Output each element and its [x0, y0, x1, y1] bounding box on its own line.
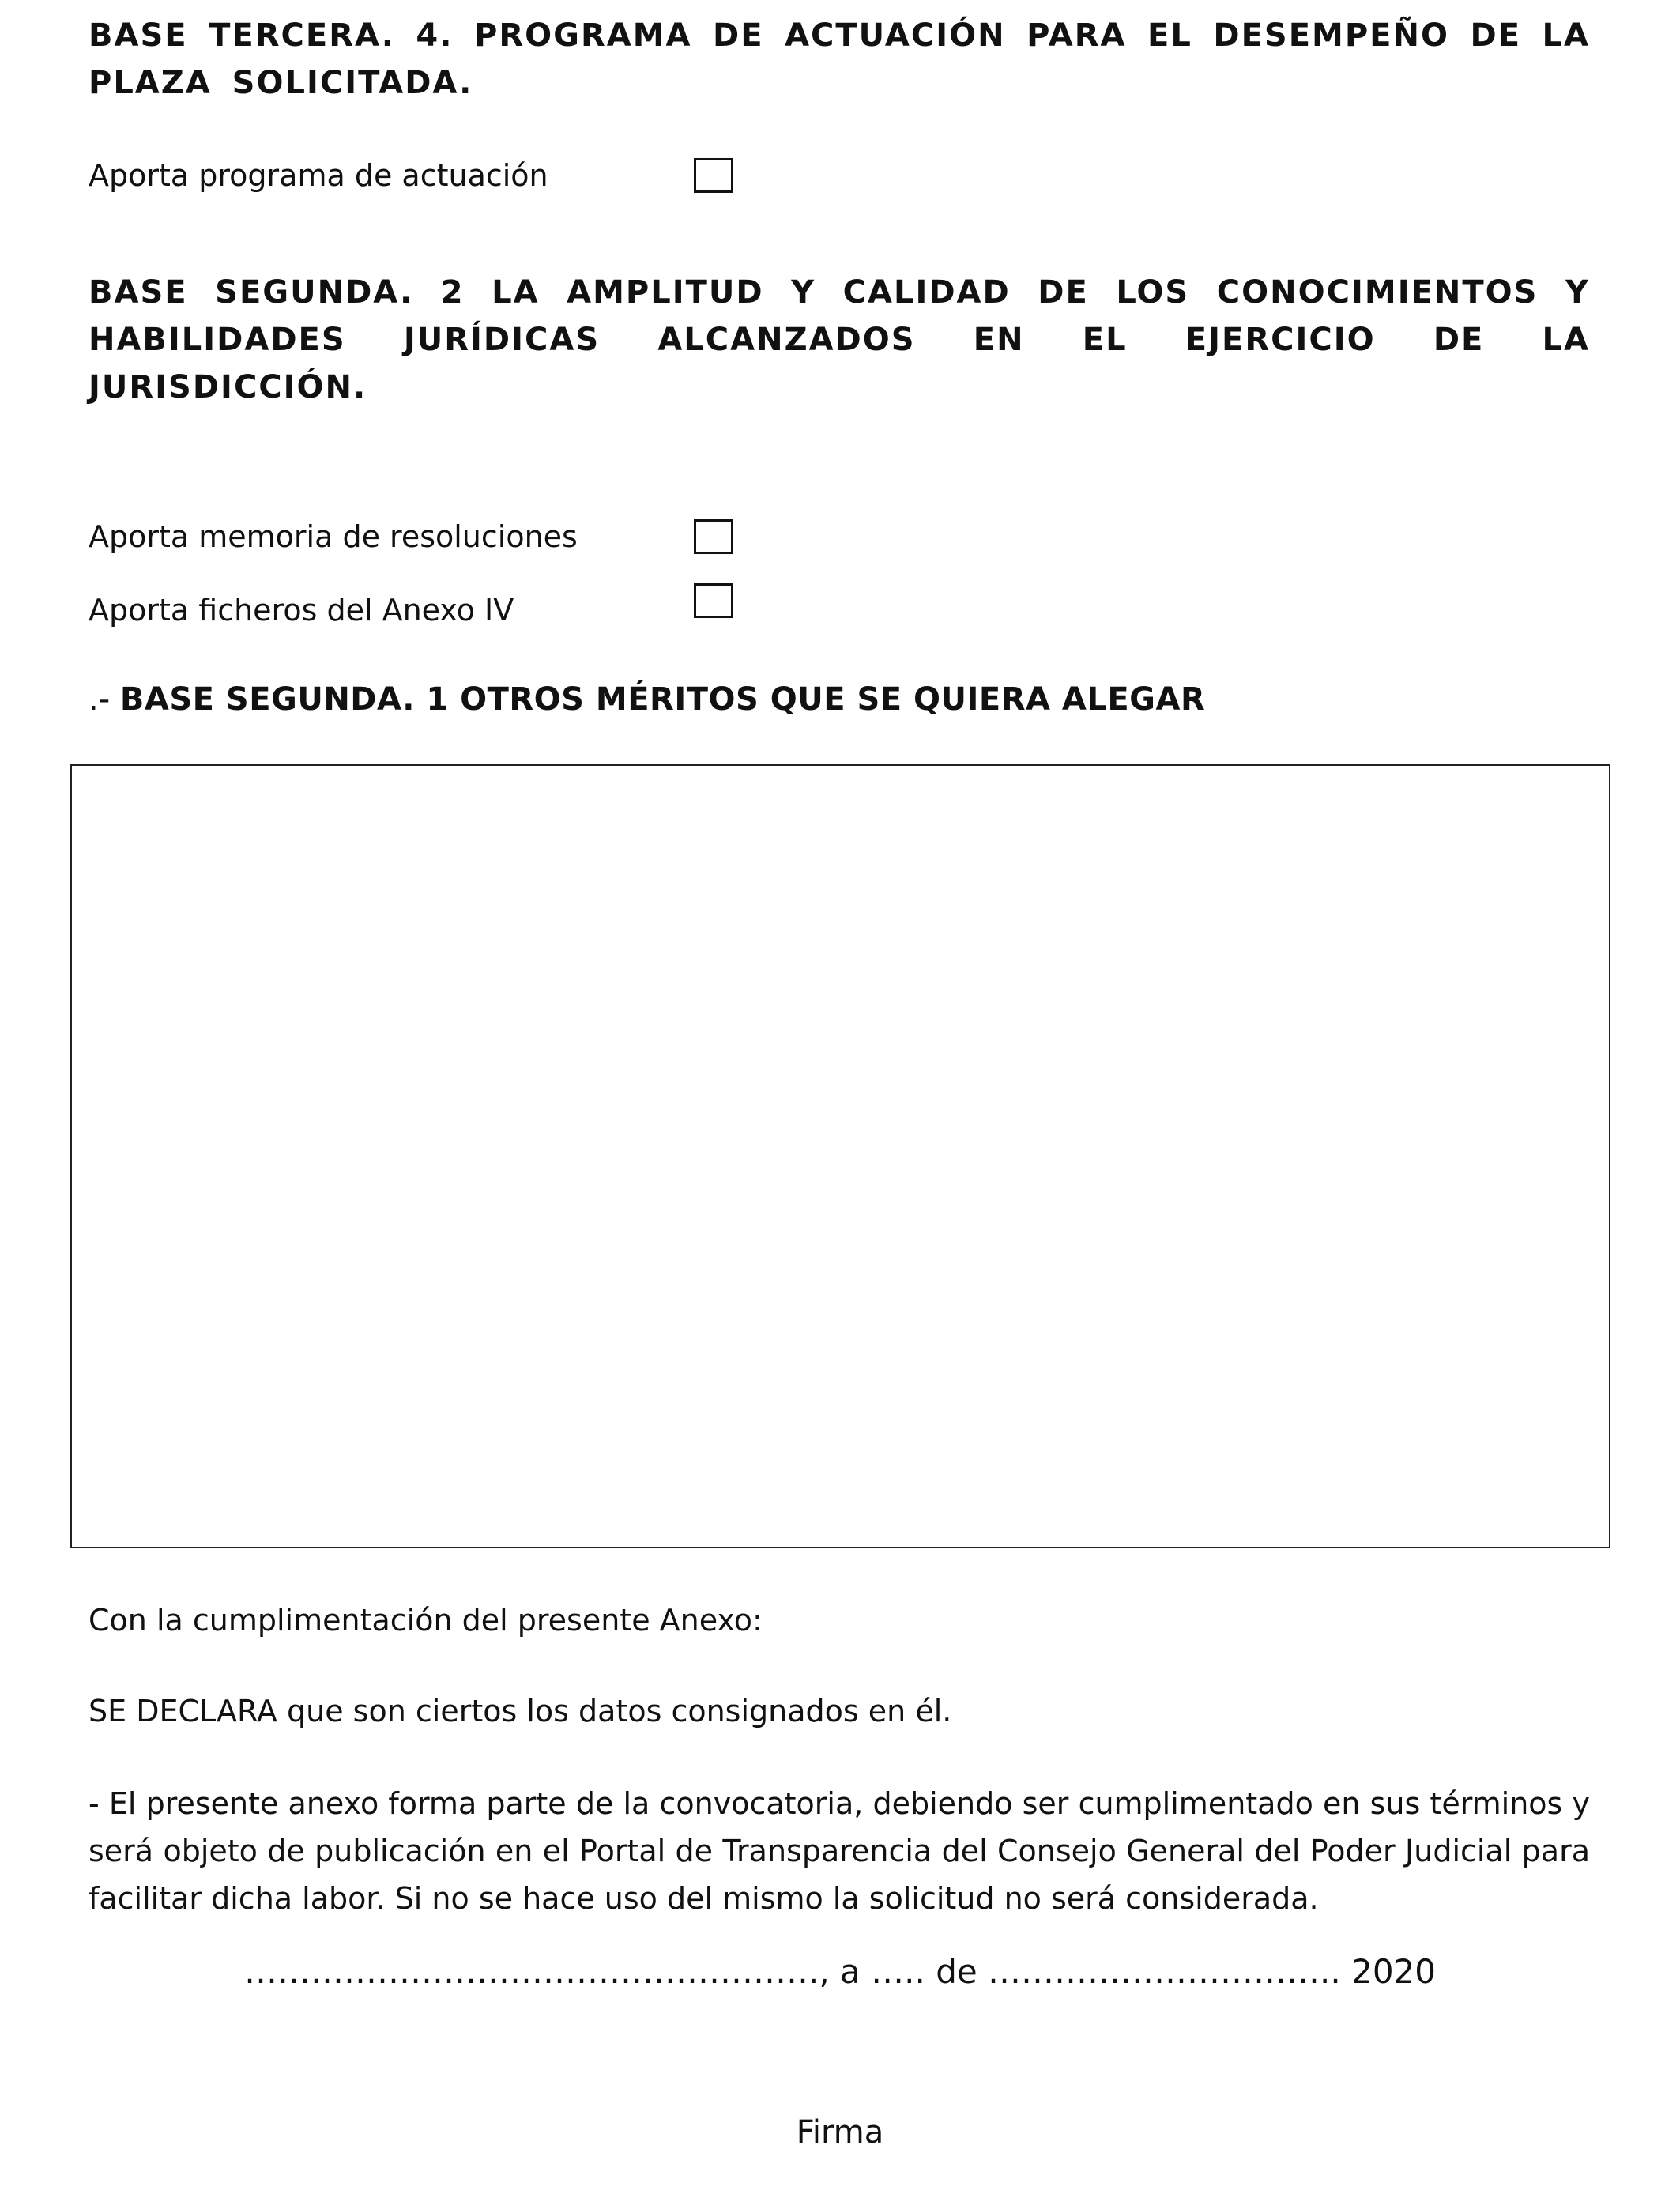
other-merits-textbox[interactable] [70, 764, 1610, 1548]
annex-files-checkbox[interactable] [694, 583, 733, 618]
resolutions-checkbox[interactable] [694, 519, 733, 554]
program-checkbox[interactable] [694, 158, 733, 193]
section-merits-title: BASE SEGUNDA. 1 OTROS MÉRITOS QUE SE QUIERA ALEGAR [119, 681, 1206, 718]
declaration-statement: SE DECLARA que son ciertos los datos consignados en él. [89, 1694, 952, 1728]
section-merits-heading [89, 677, 1205, 722]
signature-label: Firma [796, 2114, 884, 2151]
declaration-note: - El presente anexo forma parte de la convocatoria, debiendo ser cumplimentado en sus términos y será objeto de publicación en el Portal de Transparencia del Consejo General del Poder Judicial para facilitar dicha labor. Si no se hace uso del mismo la solicitud no será considerada. [89, 1786, 1590, 1916]
resolutions-checkbox-label: Aporta memoria de resoluciones [89, 519, 578, 554]
section-knowledge-heading: BASE SEGUNDA. 2 LA AMPLITUD Y CALIDAD DE LOS CONOCIMIENTOS Y HABILIDADES JURÍDICAS ALCANZADOS EN EL EJERCICIO DE LA JURISDICCIÓN. [89, 274, 1590, 405]
section-merits-prefix: .- [89, 681, 120, 718]
annex-files-checkbox-label: Aporta ficheros del Anexo IV [89, 593, 514, 628]
place-date-line: ……………………………………………., a ….. de ………………………….. 2020 [244, 1952, 1436, 1991]
program-checkbox-label: Aporta programa de actuación [89, 158, 548, 193]
declaration-intro: Con la cumplimentación del presente Anexo: [89, 1603, 763, 1638]
section-program-heading: BASE TERCERA. 4. PROGRAMA DE ACTUACIÓN PARA EL DESEMPEÑO DE LA PLAZA SOLICITADA. [89, 17, 1590, 101]
